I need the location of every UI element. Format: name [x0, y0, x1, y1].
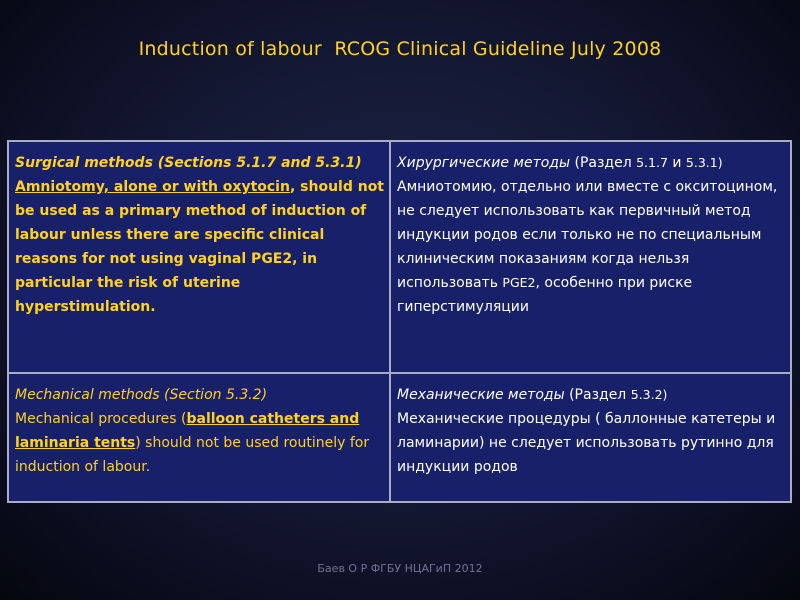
mechanical-methods-en-cell	[8, 373, 390, 502]
mechanical-methods-ru-cell	[390, 373, 791, 502]
surgical-methods-en-rest: , should not be used as a primary method of induction of labour unless there are specific clinical reasons for not using vaginal PGE2, in particular the risk of uterine hyperstimulation.	[15, 179, 385, 315]
surgical-methods-ru-heading-and: и	[667, 155, 686, 171]
surgical-methods-ru-heading-italic: Хирургические методы	[397, 155, 571, 171]
slide-title: Induction of labour RCOG Clinical Guideline July 2008	[138, 38, 662, 60]
mechanical-methods-ru-heading-italic: Механические методы	[397, 387, 565, 403]
mechanical-methods-ru-heading-paren: (Раздел	[564, 387, 631, 403]
surgical-methods-en-cell	[8, 141, 390, 373]
surgical-methods-en-heading: Surgical methods (Sections 5.1.7 and 5.3.1)	[15, 155, 362, 171]
surgical-methods-ru-heading-ref2: 5.3.1)	[685, 155, 723, 170]
surgical-methods-ru-body-b: , особенно при риске гиперстимуляции	[397, 275, 693, 315]
mechanical-methods-ru-text: Механические процедуры ( баллонные катетеры и ламинарии) не следует использовать рутинно для индукции родов	[397, 411, 776, 475]
mechanical-methods-en-heading: Mechanical methods (Section 5.3.2)	[15, 387, 268, 403]
mechanical-methods-ru-heading-ref: 5.3.2)	[630, 387, 668, 402]
surgical-methods-ru-heading-paren: (Раздел	[570, 155, 637, 171]
surgical-methods-ru-text	[397, 175, 786, 319]
mechanical-methods-en-text-b: ) should not be used routinely for induction of labour.	[15, 435, 370, 475]
surgical-methods-ru-heading-ref: 5.1.7	[636, 155, 668, 170]
pge2-text: PGE2	[502, 275, 536, 290]
surgical-methods-ru-heading	[397, 151, 786, 175]
balloon-catheters-underlined-text: balloon catheters and laminaria tents	[15, 411, 360, 451]
surgical-methods-ru-body-a: Амниотомию, отдельно или вместе с окситоцином, не следует использовать как первичный метод индукции родов если только не по специальным клиническим показаниям когда нельзя использовать	[397, 179, 778, 291]
slide-footer: Баев О Р ФГБУ НЦАГиП 2012	[317, 562, 483, 575]
surgical-methods-ru-cell	[390, 141, 791, 373]
mechanical-methods-en-text-a: Mechanical procedures (	[15, 411, 187, 427]
mechanical-methods-ru-heading	[397, 383, 786, 407]
mechanical-methods-en-text	[15, 407, 385, 479]
surgical-methods-en-text	[15, 175, 385, 319]
amniotomy-underlined-text: Amniotomy, alone or with oxytocin	[15, 179, 290, 195]
guideline-table	[7, 140, 792, 503]
